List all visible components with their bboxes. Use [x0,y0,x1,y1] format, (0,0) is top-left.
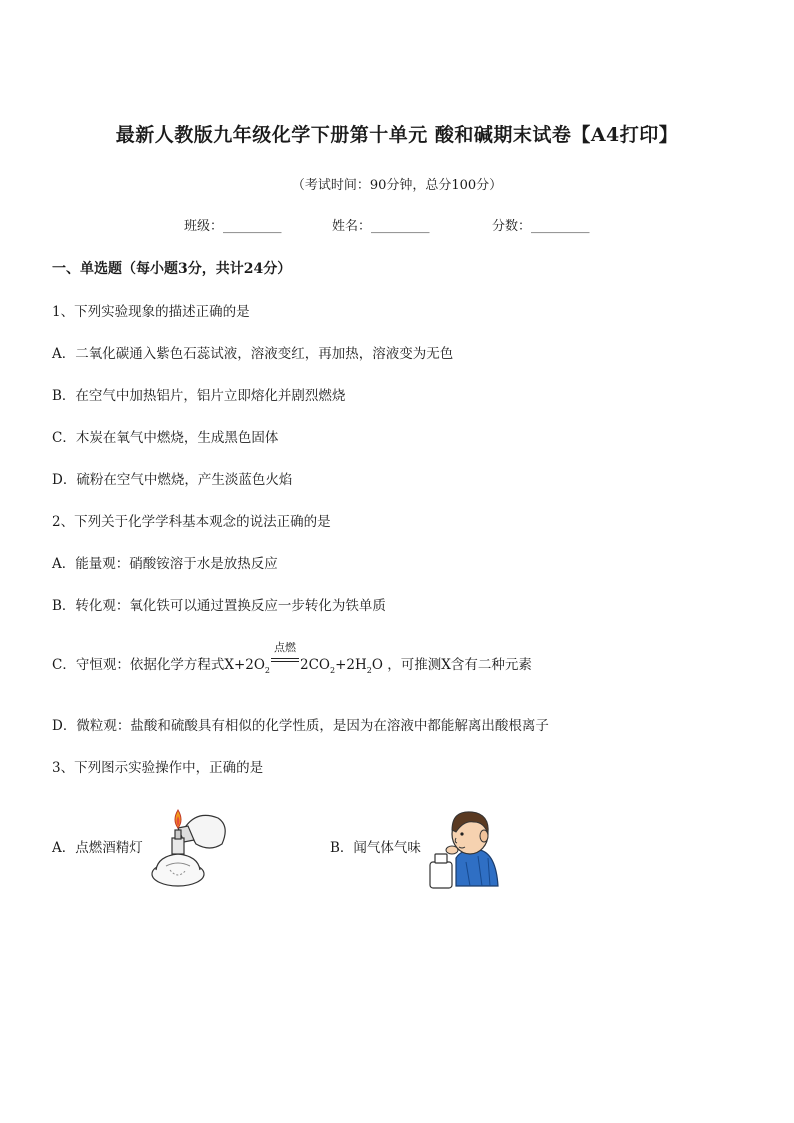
q1-option-b: B．在空气中加热铝片，铝片立即熔化并剧烈燃烧 [52,388,346,404]
formula-product-2: +2H [335,657,367,673]
q3-option-a: A．点燃酒精灯 [52,840,143,856]
reaction-arrow [270,641,300,669]
section-heading: 一、单选题（每小题3分，共计24分） [52,261,292,277]
q2-stem: 2、下列关于化学学科基本观念的说法正确的是 [52,514,331,530]
q3-option-b: B．闻气体气味 [330,840,421,856]
formula-prefix: C．守恒观：依据化学方程式X+2O [52,657,265,673]
formula-suffix: O ，可推测X含有二种元素 [371,657,532,673]
exam-info: （考试时间：90分钟，总分100分） [291,178,503,193]
formula-subscript: 2 [330,666,336,675]
q1-option-c: C．木炭在氧气中燃烧，生成黑色固体 [52,430,279,446]
q2-option-d: D．微粒观：盐酸和硫酸具有相似的化学性质，是因为在溶液中都能解离出酸根离子 [52,718,549,734]
q2-option-a: A．能量观：硝酸铵溶于水是放热反应 [52,556,278,572]
q1-option-a: A．二氧化碳通入紫色石蕊试液，溶液变红，再加热，溶液变为无色 [52,346,454,362]
name-field: 姓名：_________ [332,219,430,234]
score-field: 分数：_________ [492,219,590,234]
formula-subscript: 2 [264,666,271,675]
q1-stem: 1、下列实验现象的描述正确的是 [52,304,250,320]
formula-subscript: 2 [366,666,372,675]
q3-stem: 3、下列图示实验操作中，正确的是 [52,760,264,776]
class-field: 班级：_________ [184,219,282,234]
q2-option-b: B．转化观：氧化铁可以通过置换反应一步转化为铁单质 [52,598,386,614]
q2-option-c [52,641,532,675]
reaction-condition: 点燃 [274,641,297,654]
page-title: 最新人教版九年级化学下册第十单元 酸和碱期末试卷【A4打印】 [115,124,679,146]
formula-product-1: 2CO [300,657,331,673]
smelling-gas-image [426,800,502,890]
q1-option-d: D．硫粉在空气中燃烧，产生淡蓝色火焰 [52,472,293,488]
lighting-alcohol-lamp-image [148,800,230,890]
